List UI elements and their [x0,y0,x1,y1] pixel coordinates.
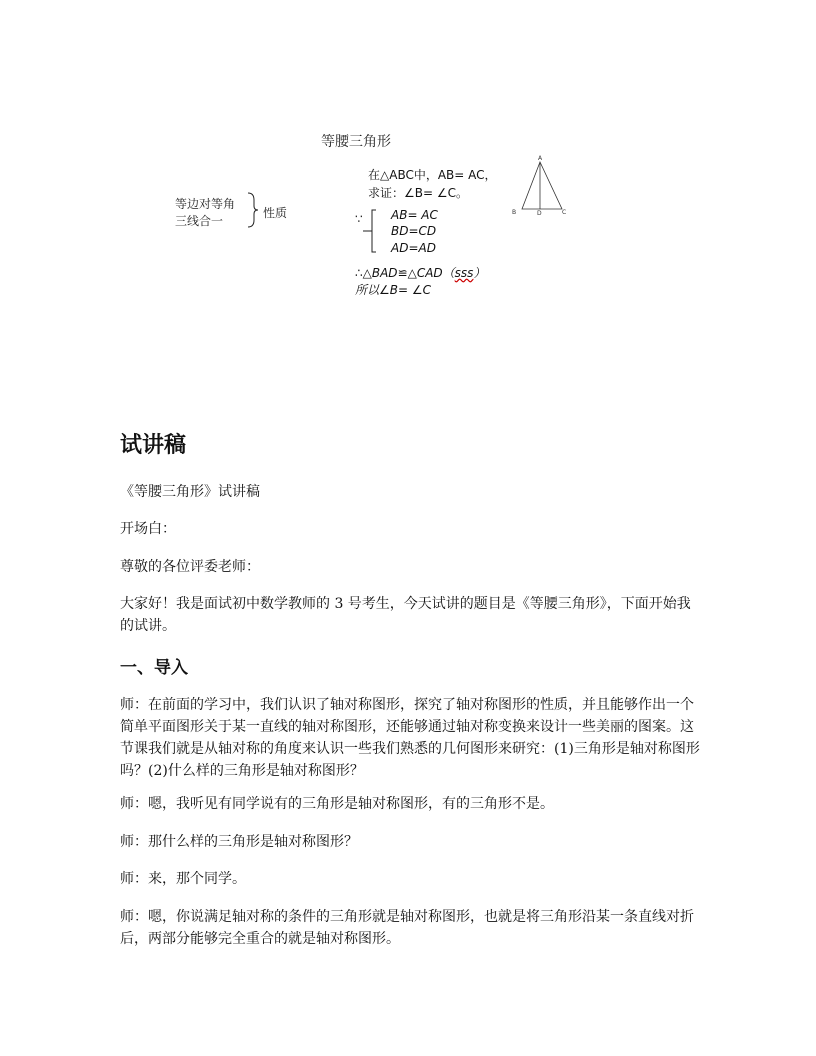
vertex-d-label: D [537,210,542,217]
condition-brace [362,208,386,254]
condition-3: AD=AD [391,241,436,255]
conclusion-text: 所以∠B= ∠C [355,283,431,297]
paragraph-2: 师：嗯，我听见有同学说有的三角形是轴对称图形，有的三角形不是。 [120,796,554,812]
figure-title: 等腰三角形 [321,134,391,150]
paragraph-1: 师：在前面的学习中，我们认识了轴对称图形，探究了轴对称图形的性质，并且能够作出一个简单平面图形关于某一直线的轴对称图形，还能够通过轴对称变换来设计一些美丽的图案。这节课我们就是从轴对称的角度来认识一些我们熟悉的几何图形来研究：(1)三角形是轴对称图形吗？(2)什么样的三角形是轴对称图形？ [120,697,700,779]
congruence-statement [355,264,485,281]
property-line-2: 三线合一 [175,214,224,228]
greeting-text: 尊敬的各位评委老师： [120,559,260,575]
vertex-b-label: B [512,209,517,216]
intro-paragraph: 大家好！我是面试初中数学教师的 3 号考生，今天试讲的题目是《等腰三角形》，下面开始我的试讲。 [120,596,691,634]
vertex-a-label: A [538,155,543,162]
property-label: 性质 [263,206,288,220]
property-brace [246,192,260,228]
congruence-prefix: ∴△BAD≌△CAD（ [355,266,455,280]
section-heading-intro: 一、导入 [120,658,188,678]
document-subtitle: 《等腰三角形》试讲稿 [120,484,260,500]
triangle-abc-diagram [508,155,572,217]
prove-text: 求证：∠B= ∠C。 [368,186,468,200]
property-line-1: 等边对等角 [175,197,236,211]
paragraph-3: 师：那什么样的三角形是轴对称图形？ [120,834,358,850]
paragraph-5: 师：嗯，你说满足轴对称的条件的三角形就是轴对称图形，也就是将三角形沿某一条直线对折后，两部分能够完全重合的就是轴对称图形。 [120,909,694,947]
condition-1: AB= AC [391,208,438,222]
congruence-suffix: ） [473,266,486,280]
opening-label: 开场白： [120,521,176,537]
paragraph-4: 师：来，那个同学。 [120,871,246,887]
sss-label: sss [454,266,474,280]
condition-2: BD=CD [391,224,437,238]
because-symbol: ∵ [355,212,363,226]
given-text: 在△ABC中，AB= AC， [368,168,497,182]
vertex-c-label: C [562,209,567,216]
document-title: 试讲稿 [120,433,187,458]
